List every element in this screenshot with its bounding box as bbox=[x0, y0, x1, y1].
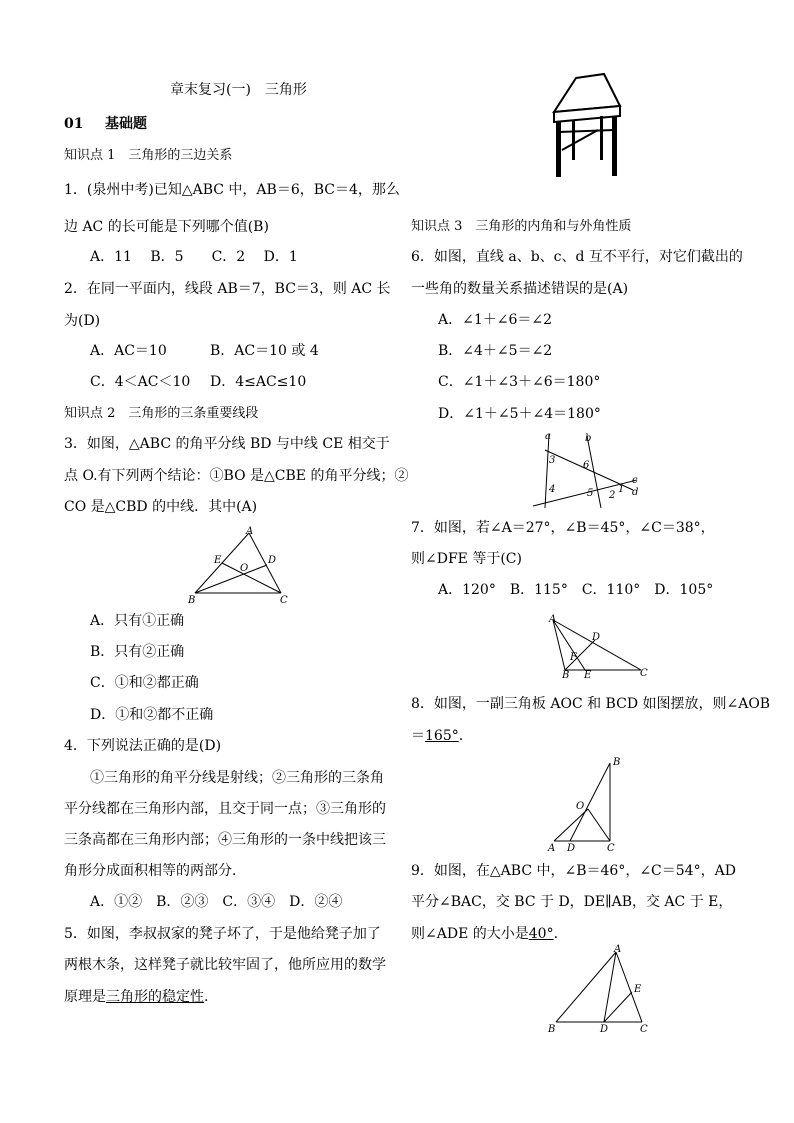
knowledge-point-2: 知识点 2 三角形的三条重要线段 bbox=[64, 406, 259, 421]
q8-line2-suffix: . bbox=[458, 728, 464, 744]
q4-line5: 角形分成面积相等的两部分． bbox=[64, 863, 246, 879]
q3-option-a: A．只有①正确 bbox=[90, 613, 185, 629]
q8-line1: 8．如图，一副三角板 AOC 和 BCD 如图摆放，则∠AOB bbox=[411, 696, 771, 712]
q3-option-d: D．①和②都不正确 bbox=[90, 707, 214, 723]
q6-label-2: 2 bbox=[609, 490, 616, 501]
q3-label-a: A bbox=[246, 526, 254, 537]
q5-line3-suffix: . bbox=[204, 989, 209, 1005]
q9-line1: 9．如图，在△ABC 中，∠B＝46°，∠C＝54°，AD bbox=[411, 863, 736, 879]
q2-option-a: A．AC＝10 bbox=[90, 343, 167, 359]
q2-line2: 为(D) bbox=[64, 313, 101, 329]
q3-label-c: C bbox=[280, 595, 288, 605]
q9-label-a: A bbox=[614, 944, 622, 955]
q9-label-b: B bbox=[548, 1024, 556, 1035]
q6-label-5: 5 bbox=[587, 488, 594, 499]
q6-line1: 6．如图，直线 a、b、c、d 互不平行，对它们截出的 bbox=[411, 249, 743, 265]
q7-label-e: E bbox=[584, 670, 592, 680]
q3-option-c: C．①和②都正确 bbox=[90, 675, 199, 691]
q3-line3: CO 是△CBD 的中线．其中(A) bbox=[64, 499, 258, 515]
section-number: 01 bbox=[64, 116, 84, 132]
q4-line2: ①三角形的角平分线是射线；②三角形的三条角 bbox=[90, 770, 384, 786]
q6-option-d: D．∠1＋∠5＋∠4＝180° bbox=[438, 406, 601, 422]
q3-label-b: B bbox=[188, 595, 196, 605]
q7-figure bbox=[545, 612, 655, 680]
q6-label-b: b bbox=[585, 433, 592, 444]
q8-label-c: C bbox=[607, 843, 615, 854]
q8-line2 bbox=[411, 726, 463, 746]
q6-label-a: a bbox=[545, 431, 551, 442]
q5-line3-prefix: 原理是 bbox=[64, 989, 106, 1005]
q7-label-a: A bbox=[549, 614, 557, 625]
q3-line2: 点 O.有下列两个结论：①BO 是△CBE 的角平分线；② bbox=[64, 468, 409, 484]
q9-label-e: E bbox=[634, 984, 642, 995]
q7-label-f: F bbox=[570, 652, 577, 663]
q6-line2: 一些角的数量关系描述错误的是(A) bbox=[411, 281, 629, 297]
q5-line2: 两根木条，这样凳子就比较牢固了，他所应用的数学 bbox=[64, 957, 386, 973]
q8-line2-prefix: ＝ bbox=[411, 728, 425, 744]
q5-line3 bbox=[64, 987, 208, 1007]
q6-option-c: C．∠1＋∠3＋∠6＝180° bbox=[438, 374, 601, 390]
q4-line3: 平分线都在三角形内部，且交于同一点；③三角形的 bbox=[64, 801, 386, 817]
q8-label-a: A bbox=[548, 843, 556, 854]
q6-label-d: d bbox=[632, 487, 639, 498]
q8-figure bbox=[540, 755, 630, 855]
q7-label-d: D bbox=[592, 632, 601, 643]
page-title: 章末复习(一) 三角形 bbox=[170, 82, 307, 98]
q3-option-b: B．只有②正确 bbox=[90, 644, 185, 660]
q5-line1: 5．如图，李叔叔家的凳子坏了，于是他给凳子加了 bbox=[64, 926, 381, 942]
q7-label-b: B bbox=[562, 670, 570, 680]
q9-line3-prefix: 则∠ADE 的大小是 bbox=[411, 926, 529, 942]
q3-label-d: D bbox=[268, 555, 277, 566]
q8-label-o: O bbox=[576, 801, 585, 812]
q9-figure bbox=[542, 944, 654, 1036]
q2-line1: 2．在同一平面内，线段 AB＝7，BC＝3，则 AC 长 bbox=[64, 281, 391, 297]
q6-label-6: 6 bbox=[583, 460, 590, 471]
q7-line1: 7．如图，若∠A＝27°，∠B＝45°，∠C＝38°， bbox=[411, 520, 715, 536]
q2-option-c: C．4＜AC＜10 bbox=[90, 374, 191, 390]
q8-label-b: B bbox=[613, 757, 621, 768]
q8-label-d: D bbox=[567, 843, 576, 854]
q3-label-e: E bbox=[214, 555, 222, 566]
q7-options: A．120° B．115° C．110° D．105° bbox=[438, 582, 714, 598]
q6-label-1: 1 bbox=[618, 484, 625, 495]
q3-line1: 3．如图，△ABC 的角平分线 BD 与中线 CE 相交于 bbox=[64, 436, 390, 452]
q6-label-3: 3 bbox=[549, 455, 556, 466]
q6-label-c: c bbox=[632, 475, 638, 486]
knowledge-point-3: 知识点 3 三角形的内角和与外角性质 bbox=[411, 219, 632, 234]
q4-line4: 三条高都在三角形内部；④三角形的一条中线把该三 bbox=[64, 832, 386, 848]
q9-line3-suffix: . bbox=[553, 926, 559, 942]
q5-answer: 三角形的稳定性 bbox=[106, 989, 204, 1005]
q6-label-4: 4 bbox=[549, 484, 556, 495]
q4-line1: 4．下列说法正确的是(D) bbox=[64, 738, 222, 754]
q1-options: A．11 B．5 C．2 D．1 bbox=[90, 249, 298, 265]
q9-label-d: D bbox=[600, 1024, 609, 1035]
q4-options: A．①② B．②③ C．③④ D．②④ bbox=[90, 894, 343, 910]
q2-option-d: D．4≤AC≤10 bbox=[210, 374, 307, 390]
stool-figure bbox=[550, 72, 630, 180]
q7-line2: 则∠DFE 等于(C) bbox=[411, 551, 522, 567]
knowledge-point-1: 知识点 1 三角形的三边关系 bbox=[64, 148, 233, 163]
q6-figure bbox=[525, 430, 645, 510]
q3-label-o: O bbox=[240, 563, 249, 574]
q1-line1: 1．(泉州中考)已知△ABC 中，AB＝6，BC＝4，那么 bbox=[64, 182, 400, 198]
q8-answer: 165° bbox=[425, 728, 459, 744]
q9-answer: 40° bbox=[528, 926, 554, 942]
q9-line2: 平分∠BAC，交 BC 于 D，DE∥AB，交 AC 于 E， bbox=[411, 894, 733, 910]
q9-line3 bbox=[411, 924, 558, 944]
section-name: 基础题 bbox=[105, 116, 147, 132]
q9-label-c: C bbox=[640, 1024, 648, 1035]
q6-option-a: A．∠1＋∠6＝∠2 bbox=[438, 312, 553, 328]
q1-line2: 边 AC 的长可能是下列哪个值(B) bbox=[64, 219, 269, 235]
q6-option-b: B．∠4＋∠5＝∠2 bbox=[438, 343, 553, 359]
q2-option-b: B．AC＝10 或 4 bbox=[210, 343, 319, 359]
q7-label-c: C bbox=[640, 668, 648, 679]
q3-figure bbox=[185, 525, 295, 605]
